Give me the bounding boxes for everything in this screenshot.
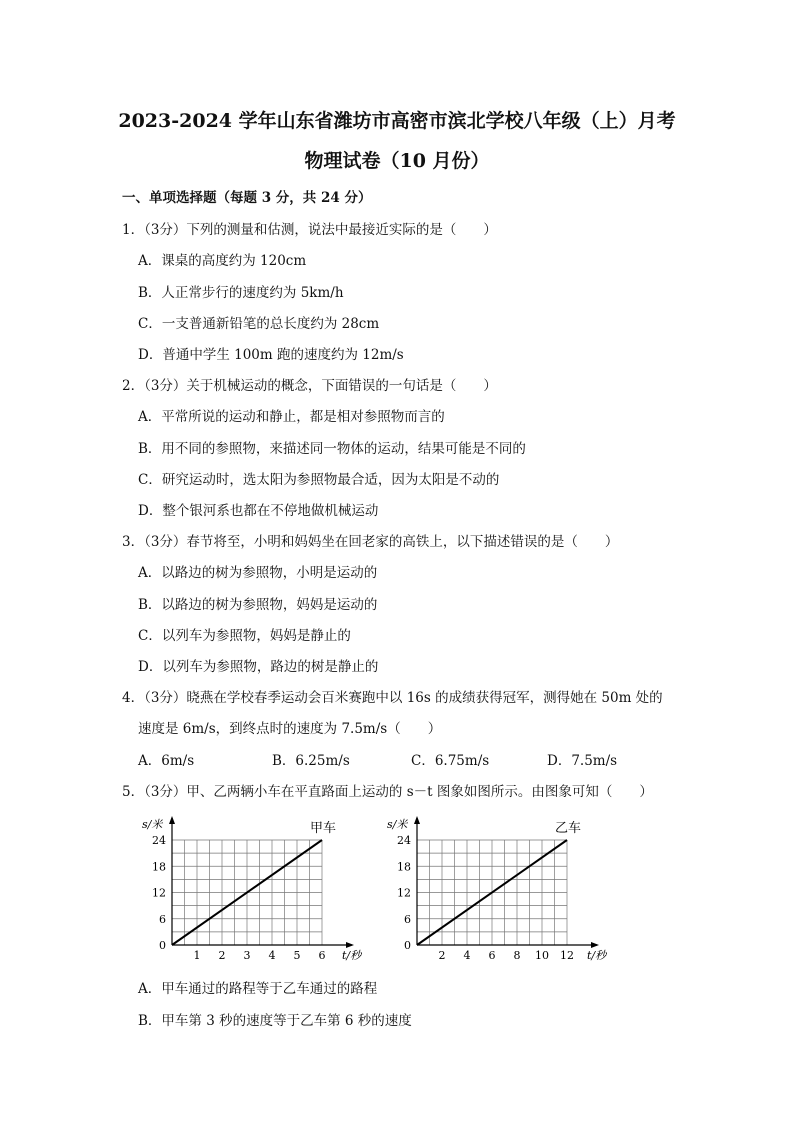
yi-y-tick-3: 18 — [397, 860, 411, 874]
jia-y-tick-2: 12 — [152, 886, 166, 900]
yi-x-arrow — [591, 942, 599, 948]
jia-x-tick-5: 5 — [293, 949, 301, 962]
q4-stem-1: 4．（3分）晓燕在学校春季运动会百米赛跑中以 16s 的成绩获得冠军，测得她在 50m 处的 — [122, 690, 663, 706]
jia-y-arrow — [169, 816, 175, 824]
q5-option-a: A．甲车通过的路程等于乙车通过的路程 — [138, 981, 378, 997]
jia-series-label: 甲车 — [310, 821, 337, 836]
yi-x-tick-3: 8 — [513, 949, 521, 962]
q4-option-a: A．6m/s — [138, 753, 195, 769]
jia-y-tick-4: 24 — [152, 834, 166, 847]
q2-option-a: A．平常所说的运动和静止，都是相对参照物而言的 — [138, 409, 445, 425]
jia-x-tick-2: 2 — [218, 949, 226, 962]
yi-x-tick-1: 4 — [463, 949, 471, 962]
q1-option-d: D．普通中学生 100m 跑的速度约为 12m/s — [138, 347, 404, 363]
yi-x-tick-0: 2 — [438, 949, 446, 962]
q3-option-d: D．以列车为参照物，路边的树是静止的 — [138, 659, 379, 675]
jia-y-tick-3: 18 — [152, 860, 166, 874]
q5-option-b: B．甲车第 3 秒的速度等于乙车第 6 秒的速度 — [138, 1013, 412, 1029]
yi-x-tick-5: 12 — [560, 949, 574, 962]
q2-option-d: D．整个银河系也都在不停地做机械运动 — [138, 503, 379, 519]
q5-stem: 5．（3分）甲、乙两辆小车在平直路面上运动的 s－t 图象如图所示。由图象可知（ ） — [122, 784, 653, 800]
q3-option-b: B．以路边的树为参照物，妈妈是运动的 — [138, 597, 378, 613]
jia-y-label: s/米 — [142, 818, 163, 831]
q3-option-c: C．以列车为参照物，妈妈是静止的 — [138, 628, 351, 644]
jia-x-label: t/秒 — [342, 949, 362, 962]
chart-jia — [130, 805, 370, 975]
q2-stem: 2．（3分）关于机械运动的概念，下面错误的一句话是（ ） — [122, 378, 497, 394]
yi-x-tick-2: 6 — [488, 949, 496, 962]
jia-x-arrow — [346, 942, 354, 948]
jia-x-tick-3: 3 — [243, 949, 251, 962]
title-line-1: 2023-2024 学年山东省潍坊市高密市滨北学校八年级（上）月考 — [118, 110, 676, 132]
q4-option-b: B．6.25m/s — [272, 753, 350, 769]
yi-y-arrow — [414, 816, 420, 824]
yi-series-label: 乙车 — [555, 821, 582, 836]
yi-x-tick-4: 10 — [535, 949, 549, 962]
q4-option-d: D．7.5m/s — [547, 753, 618, 769]
q2-option-c: C．研究运动时，选太阳为参照物最合适，因为太阳是不动的 — [138, 472, 500, 488]
yi-y-tick-4: 24 — [397, 834, 411, 847]
yi-x-label: t/秒 — [587, 949, 607, 962]
q1-stem: 1．（3分）下列的测量和估测，说法中最接近实际的是（ ） — [122, 222, 497, 238]
jia-x-tick-4: 4 — [268, 949, 276, 962]
yi-y-tick-0: 0 — [404, 939, 411, 952]
q2-option-b: B．用不同的参照物，来描述同一物体的运动，结果可能是不同的 — [138, 441, 526, 457]
q3-stem: 3．（3分）春节将至，小明和妈妈坐在回老家的高铁上，以下描述错误的是（ ） — [122, 534, 619, 550]
q1-option-c: C．一支普通新铅笔的总长度约为 28cm — [138, 316, 380, 332]
yi-y-tick-1: 6 — [404, 912, 411, 926]
q4-option-c: C．6.75m/s — [411, 753, 490, 769]
q1-option-a: A．课桌的高度约为 120cm — [138, 253, 307, 269]
yi-y-tick-2: 12 — [397, 886, 411, 900]
q1-option-b: B．人正常步行的速度约为 5km/h — [138, 285, 344, 301]
jia-x-tick-6: 6 — [318, 949, 326, 962]
jia-x-tick-1: 1 — [193, 949, 201, 962]
q4-stem-2: 速度是 6m/s，到终点时的速度为 7.5m/s（ ） — [138, 721, 442, 737]
section-heading: 一、单项选择题（每题 3 分，共 24 分） — [122, 190, 372, 206]
jia-y-tick-0: 0 — [159, 939, 166, 952]
title-line-2: 物理试卷（10 月份） — [304, 150, 490, 172]
jia-y-tick-1: 6 — [159, 912, 166, 926]
q3-option-a: A．以路边的树为参照物，小明是运动的 — [138, 565, 378, 581]
chart-yi — [375, 805, 615, 975]
yi-y-label: s/米 — [387, 818, 408, 831]
